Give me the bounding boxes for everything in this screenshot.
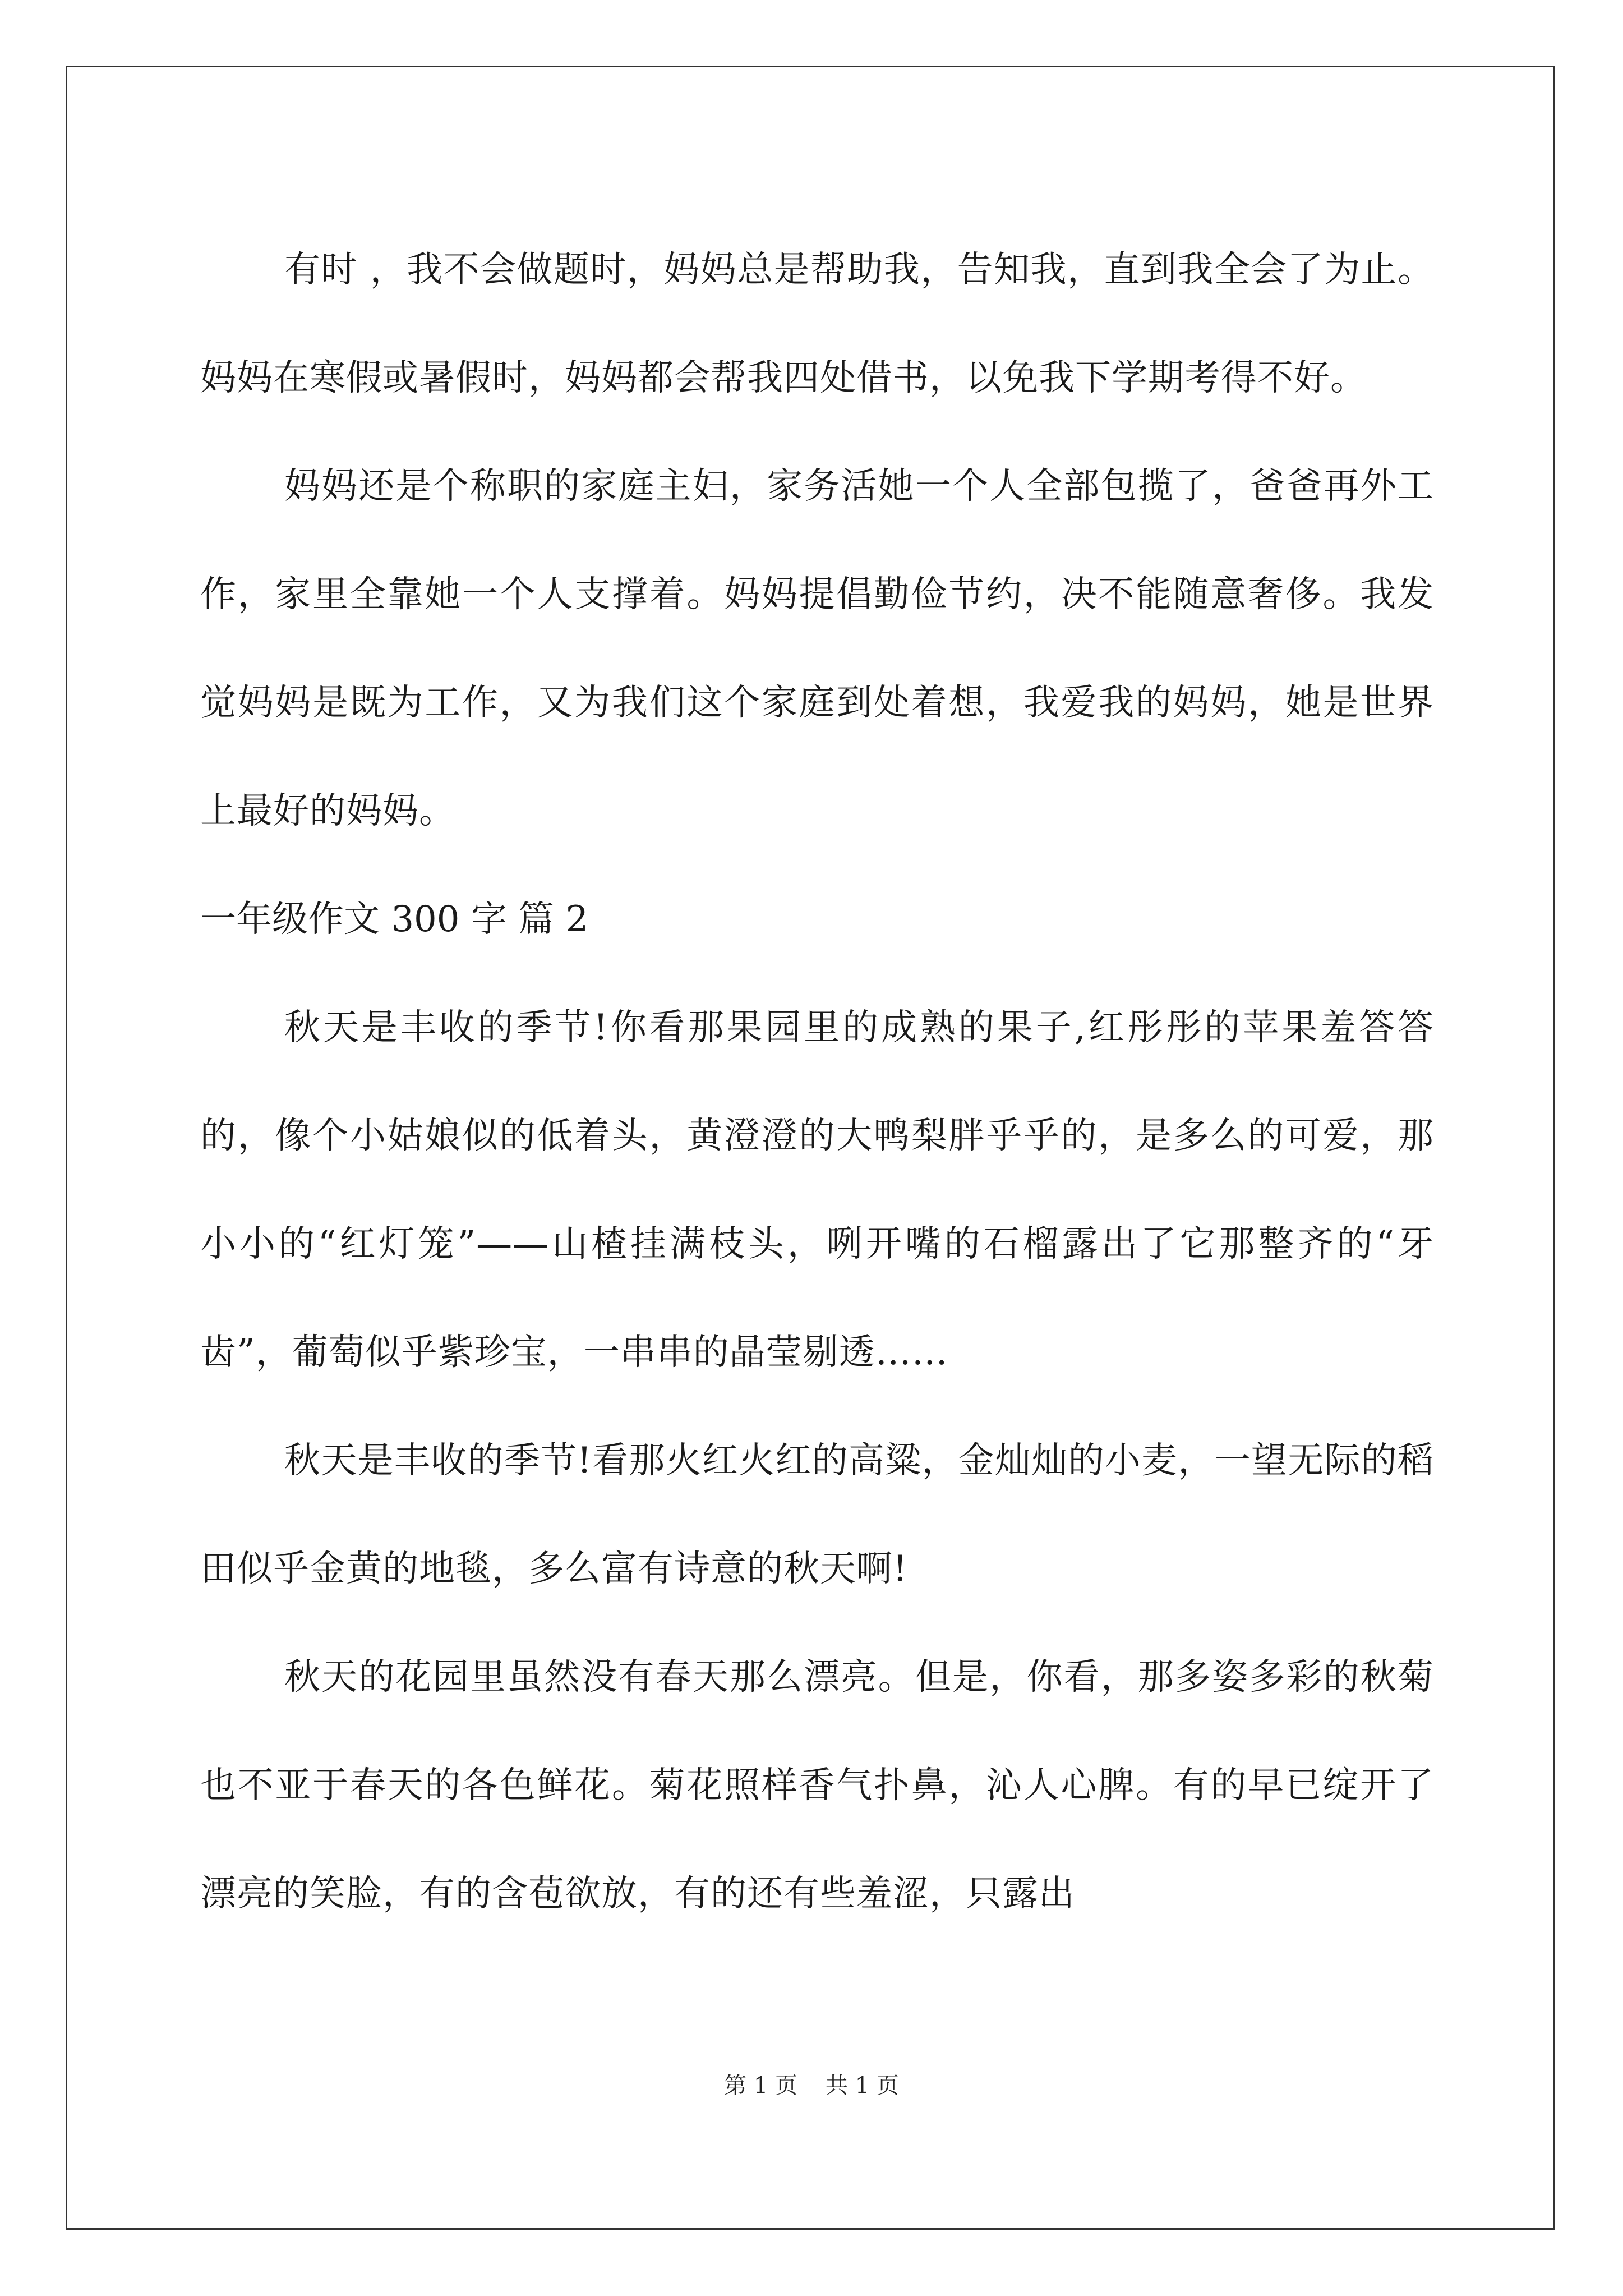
page-number: 第 1 页	[724, 2073, 797, 2099]
paragraph-5: 秋天的花园里虽然没有春天那么漂亮。但是，你看，那多姿多彩的秋菊也不亚于春天的各色鲜花。菊花照样香气扑鼻，沁人心脾。有的早已绽开了漂亮的笑脸，有的含苞欲放，有的还有些羞涩，只露出	[200, 1657, 1434, 1915]
section-heading: 一年级作文 300 字 篇 2	[200, 899, 589, 940]
page-total: 共 1 页	[826, 2073, 899, 2099]
document-body	[200, 216, 1434, 1948]
page-footer	[0, 2069, 1623, 2102]
paragraph-4: 秋天是丰收的季节!看那火红火红的高粱，金灿灿的小麦，一望无际的稻田似乎金黄的地毯，多么富有诗意的秋天啊!	[200, 1440, 1434, 1590]
paragraph-2: 妈妈还是个称职的家庭主妇，家务活她一个人全部包揽了，爸爸再外工作，家里全靠她一个人支撑着。妈妈提倡勤俭节约，决不能随意奢侈。我发觉妈妈是既为工作，又为我们这个家庭到处着想，我爱我的妈妈，她是世界上最好的妈妈。	[200, 466, 1434, 832]
paragraph-1: 有时 ，我不会做题时，妈妈总是帮助我，告知我，直到我全会了为止。妈妈在寒假或暑假时，妈妈都会帮我四处借书，以免我下学期考得不好。	[200, 249, 1434, 399]
paragraph-3: 秋天是丰收的季节!你看那果园里的成熟的果子,红彤彤的苹果羞答答的，像个小姑娘似的低着头，黄澄澄的大鸭梨胖乎乎的，是多么的可爱，那小小的“红灯笼”——山楂挂满枝头，咧开嘴的石榴露出了它那整齐的“牙齿”，葡萄似乎紫珍宝，一串串的晶莹剔透……	[200, 1007, 1434, 1373]
